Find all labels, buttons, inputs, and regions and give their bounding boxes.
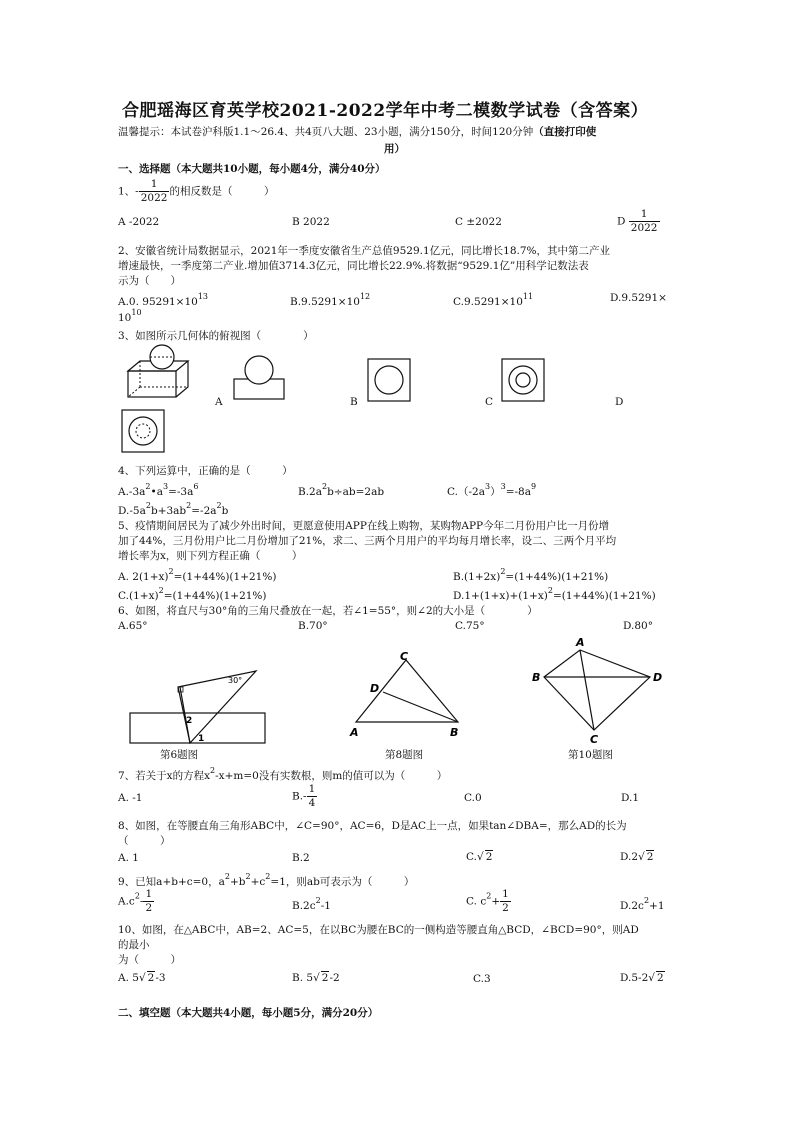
q1-option-c: C ±2022 <box>455 216 502 228</box>
q7-option-c: C.0 <box>464 792 482 804</box>
exam-notice <box>118 124 596 139</box>
q8-option-a: A. 1 <box>118 852 139 864</box>
q7-option-a: A. -1 <box>118 792 143 804</box>
fig8-label-d: D <box>370 682 380 695</box>
section-2-heading: 二、填空题（本大题共4小题，每小题5分，满分20分） <box>118 1007 379 1019</box>
q7-option-b: B.- $\frac{1}{4}$ <box>292 783 316 809</box>
q5-option-d: $D.1+(1+x)+(1+x)^2=(1+44\%)(1+21\%)$ <box>453 586 656 602</box>
figure-8 <box>350 650 470 740</box>
fig10-label-a: A <box>576 636 585 649</box>
q3-label-b: B <box>350 396 358 408</box>
fig6-label-1: 1 <box>198 734 205 744</box>
q9-option-c: C. $c^2+$ $\frac{1}{2}$ <box>466 888 509 914</box>
q10-option-b: B. 5√ 2-2 <box>292 972 340 984</box>
option-b-view <box>366 357 416 403</box>
fraction: $\frac{1}{2022}$ <box>140 178 168 204</box>
q5-option-c: $C.(1+x)^2=(1+44\%)(1+21\%)$ <box>118 586 267 602</box>
q1-option-d: D $\frac{1}{2022}$ <box>617 208 658 234</box>
q10-option-a: A. 5√ 2-3 <box>118 972 166 984</box>
q2-option-a: A.0. $95291\times 10^{13}$ <box>118 292 209 308</box>
q1-option-b: B 2022 <box>292 216 330 228</box>
q7-option-d: D.1 <box>621 792 640 804</box>
question-3: 3、如图所示几何体的俯视图（ ） <box>118 330 314 342</box>
q8-option-c: C.√ 2 <box>466 851 493 863</box>
question-1: 1、- $\frac{1}{2022}$ 的相反数是（ ） <box>118 178 275 204</box>
fig6-label-2: 2 <box>186 716 193 726</box>
fig6-angle-30: 30° <box>228 676 243 685</box>
page-title: 合肥瑶海区育英学校2021-2022学年中考二模数学试卷（含答案） <box>122 101 649 121</box>
q8-option-d: D.2√ 2 <box>620 851 654 863</box>
q8-option-b: B.2 <box>292 852 310 864</box>
q1-option-a: A -2022 <box>118 216 160 228</box>
q3-label-c: C <box>485 396 494 408</box>
fig10-label-c: C <box>590 733 599 746</box>
question-8-line-2: （ ） <box>118 835 171 847</box>
q5-option-a: A. $2(1+x)^2=(1+44\%)(1+21\%)$ <box>118 567 277 583</box>
q2-option-d: D.9.5291× <box>610 292 667 304</box>
solid-figure <box>118 343 198 403</box>
fig8-label-a: A <box>350 726 359 739</box>
q10-option-c: C.3 <box>473 973 491 985</box>
q10-option-d: D.5-2√ 2 <box>620 972 664 984</box>
q4-option-b: $B.2a^2b\div ab=2ab$ <box>298 482 385 498</box>
option-c-view <box>500 357 550 403</box>
fig10-label-b: B <box>532 671 541 684</box>
fig8-caption: 第8题图 <box>385 749 424 761</box>
q3-label-a: A <box>215 396 223 408</box>
q2-option-c: $C.9.5291\times 10^{11}$ <box>453 292 534 308</box>
question-2-line-3: 示为（ ） <box>118 275 181 287</box>
notice-bold: （直接打印使 <box>533 126 597 138</box>
q3-label-d: D <box>615 396 624 408</box>
q6-option-b: B.70° <box>298 620 328 632</box>
question-5-line-1: 5、疫情期间居民为了减少外出时间，更愿意使用APP在线上购物，某购物APP今年二月份用户比一月份增 <box>118 520 610 532</box>
q6-option-a: A.65° <box>118 620 148 632</box>
question-8-line-1: 8、如图，在等腰直角三角形ABC中，∠C=90°，AC=6，D是AC上一点，如果tan∠DBA=，那么AD的长为 <box>118 820 627 832</box>
question-5-line-3: 增长率为x，则下列方程正确（ ） <box>118 550 303 562</box>
fig10-caption: 第10题图 <box>568 749 613 761</box>
q9-option-d: $D.2c^2+1$ <box>620 896 665 912</box>
option-d-view <box>120 408 170 456</box>
question-6: 6、如图，将直尺与30°角的三角尺叠放在一起，若∠1=55°，则∠2的大小是（ ） <box>118 605 538 617</box>
q4-option-d: $D.-5a^2b+3ab^2=-2a^2b$ <box>118 501 229 517</box>
fig8-label-c: C <box>400 650 409 663</box>
q9-option-b: $B.2c^2-1$ <box>292 896 331 912</box>
notice-text: 温馨提示：本试卷沪科版1.1～26.4、共4页八大题、23小题，满分150分，时间120分钟 <box>118 126 534 138</box>
fig10-label-d: D <box>653 671 663 684</box>
option-a-view <box>230 353 290 403</box>
question-2-line-1: 2、安徽省统计局数据显示，2021年一季度安徽省生产总值9529.1亿元，同比增长18.7%，其中第二产业 <box>118 245 610 257</box>
section-1-heading: 一、选择题（本大题共10小题，每小题4分，满分40分） <box>118 163 386 175</box>
question-10-line-3: 为（ ） <box>118 954 181 966</box>
figure-10 <box>530 635 670 747</box>
q5-option-b: $B.(1+2x)^2=(1+44\%)(1+21\%)$ <box>453 567 609 583</box>
q2-option-d-cont: $10^{10}$ <box>118 308 142 324</box>
question-5-line-2: 加了44%，三月份用户比二月份增加了21%，求二、三两个月用户的平均每月增长率，设二、三两个月平均 <box>118 535 617 547</box>
notice-bold-cont: 用） <box>384 143 405 155</box>
q4-option-c: $C.(-2a^3)^3=-8a^9$ <box>447 482 537 498</box>
question-2-line-2: 增速最快，一季度第二产业.增加值3714.3亿元，同比增长22.9%.将数据“9529.1亿”用科学记数法表 <box>118 260 589 272</box>
question-7: 7、若关于x的方程$x^2-x+m=0$没有实数根，则m的值可以为（ ） <box>118 766 448 782</box>
q2-option-b: $B.9.5291\times 10^{12}$ <box>290 292 371 308</box>
figure-6 <box>128 665 278 745</box>
question-10-line-1: 10、如图，在△ABC中，AB=2、AC=5，在以BC为腰在BC的一侧构造等腰直角△BCD，∠BCD=90°，则AD <box>118 924 639 936</box>
q6-option-c: C.75° <box>455 620 485 632</box>
question-4: 4、下列运算中，正确的是（ ） <box>118 465 293 477</box>
q6-option-d: D.80° <box>623 620 653 632</box>
question-10-line-2: 的最小 <box>118 939 150 951</box>
question-9: 9、已知a+b+c=0，$a^2+b^2+c^2=1$，则ab可表示为（ ） <box>118 872 415 888</box>
q9-option-a: $A.c^2-$ $\frac{1}{2}$ <box>118 888 153 914</box>
q4-option-a: $A.-3a^2•a^3=-3a^6$ <box>118 482 199 498</box>
fig6-caption: 第6题图 <box>160 749 199 761</box>
fig8-label-b: B <box>450 726 459 739</box>
